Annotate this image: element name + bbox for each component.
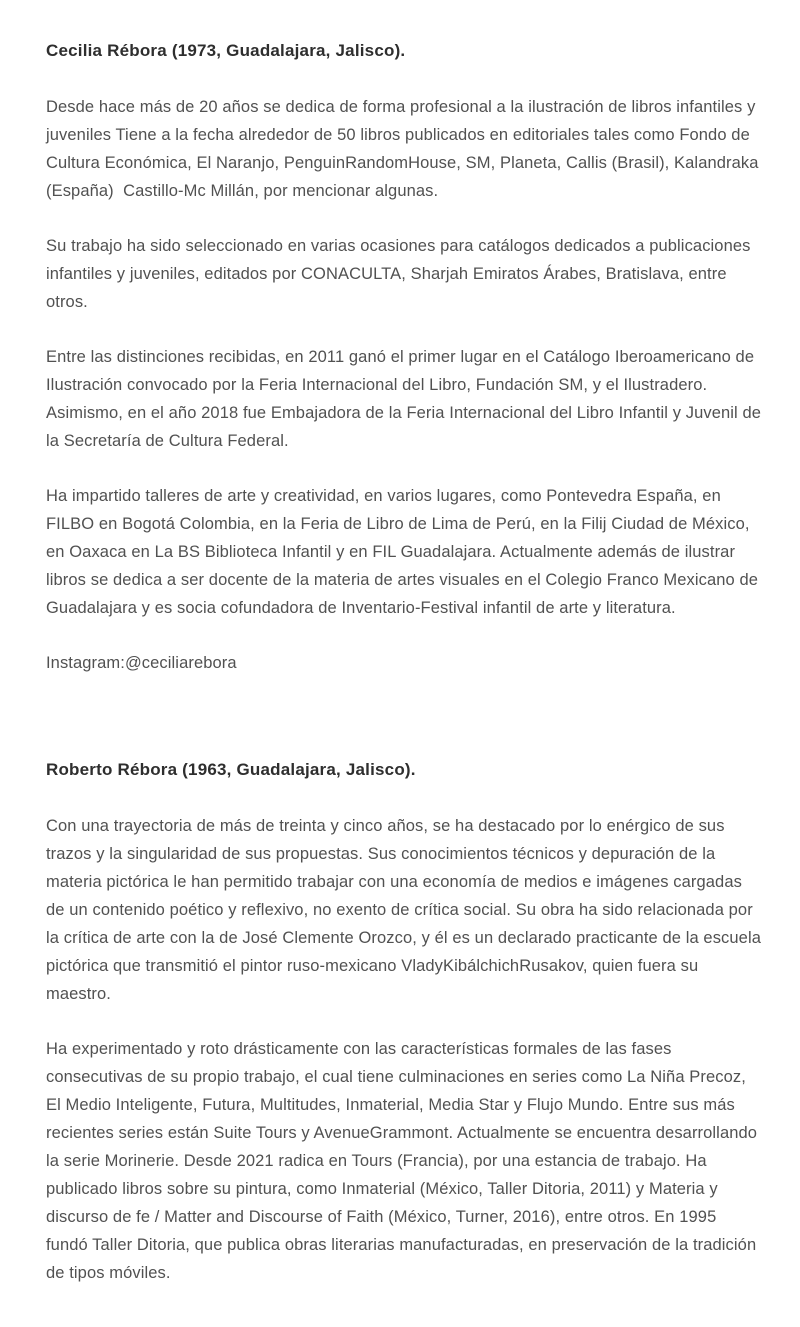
page-content [46,38,766,1287]
bio-section-cecilia [46,38,766,677]
bio-heading-roberto: Roberto Rébora (1963, Guadalajara, Jalisco). [46,760,416,779]
bio-paragraph: Su trabajo ha sido seleccionado en varias ocasiones para catálogos dedicados a publicaciones infantiles y juveniles, editados por CONACULTA, Sharjah Emiratos Árabes, Bratislava, entre otros. [46,237,756,311]
instagram-handle: Instagram:@ceciliarebora [46,654,237,672]
bio-paragraph: Ha experimentado y roto drásticamente con las características formales de las fases consecutivas de su propio trabajo, el cual tiene culminaciones en series como La Niña Precoz, El Medio Inteligente, Futura, Multitudes, Inmaterial, Media Star y Flujo Mundo. Entre sus más recientes series están Suite Tours y AvenueGrammont. Actualmente se encuentra desarrollando la serie Morinerie. Desde 2021 radica en Tours (Francia), por una estancia de trabajo. Ha publicado libros sobre su pintura, como Inmaterial (México, Taller Ditoria, 2011) y Materia y discurso de fe / Matter and Discourse of Faith (México, Turner, 2016), entre otros. En 1995 fundó Taller Ditoria, que publica obras literarias manufacturadas, en preservación de la tradición de tipos móviles. [46,1040,762,1282]
bio-paragraph: Desde hace más de 20 años se dedica de forma profesional a la ilustración de libros infantiles y juveniles Tiene a la fecha alrededor de 50 libros publicados en editoriales tales como Fondo de Cultura Económica, El Naranjo, PenguinRandomHouse, SM, Planeta, Callis (Brasil), Kalandraka (España) Castillo-Mc Millán, por mencionar algunas. [46,98,764,200]
bio-paragraph: Ha impartido talleres de arte y creatividad, en varios lugares, como Pontevedra España, en FILBO en Bogotá Colombia, en la Feria de Libro de Lima de Perú, en la Filij Ciudad de México, en Oaxaca en La BS Biblioteca Infantil y en FIL Guadalajara. Actualmente además de ilustrar libros se dedica a ser docente de la materia de artes visuales en el Colegio Franco Mexicano de Guadalajara y es socia cofundadora de Inventario-Festival infantil de arte y literatura. [46,487,763,617]
bio-paragraph: Entre las distinciones recibidas, en 2011 ganó el primer lugar en el Catálogo Iberoamericano de Ilustración convocado por la Feria Internacional del Libro, Fundación SM, y el Ilustradero. Asimismo, en el año 2018 fue Embajadora de la Feria Internacional del Libro Infantil y Juvenil de la Secretaría de Cultura Federal. [46,348,766,450]
bio-paragraph: Con una trayectoria de más de treinta y cinco años, se ha destacado por lo enérgico de sus trazos y la singularidad de sus propuestas. Sus conocimientos técnicos y depuración de la materia pictórica le han permitido trabajar con una economía de medios e imágenes cargadas de un contenido poético y reflexivo, no exento de crítica social. Su obra ha sido relacionada por la crítica de arte con la de José Clemente Orozco, y él es un declarado practicante de la escuela pictórica que transmitió el pintor ruso-mexicano VladyKibálchichRusakov, quien fuera su maestro. [46,817,766,1003]
bio-heading-cecilia: Cecilia Rébora (1973, Guadalajara, Jalisco). [46,41,406,60]
bio-section-roberto [46,757,766,1287]
